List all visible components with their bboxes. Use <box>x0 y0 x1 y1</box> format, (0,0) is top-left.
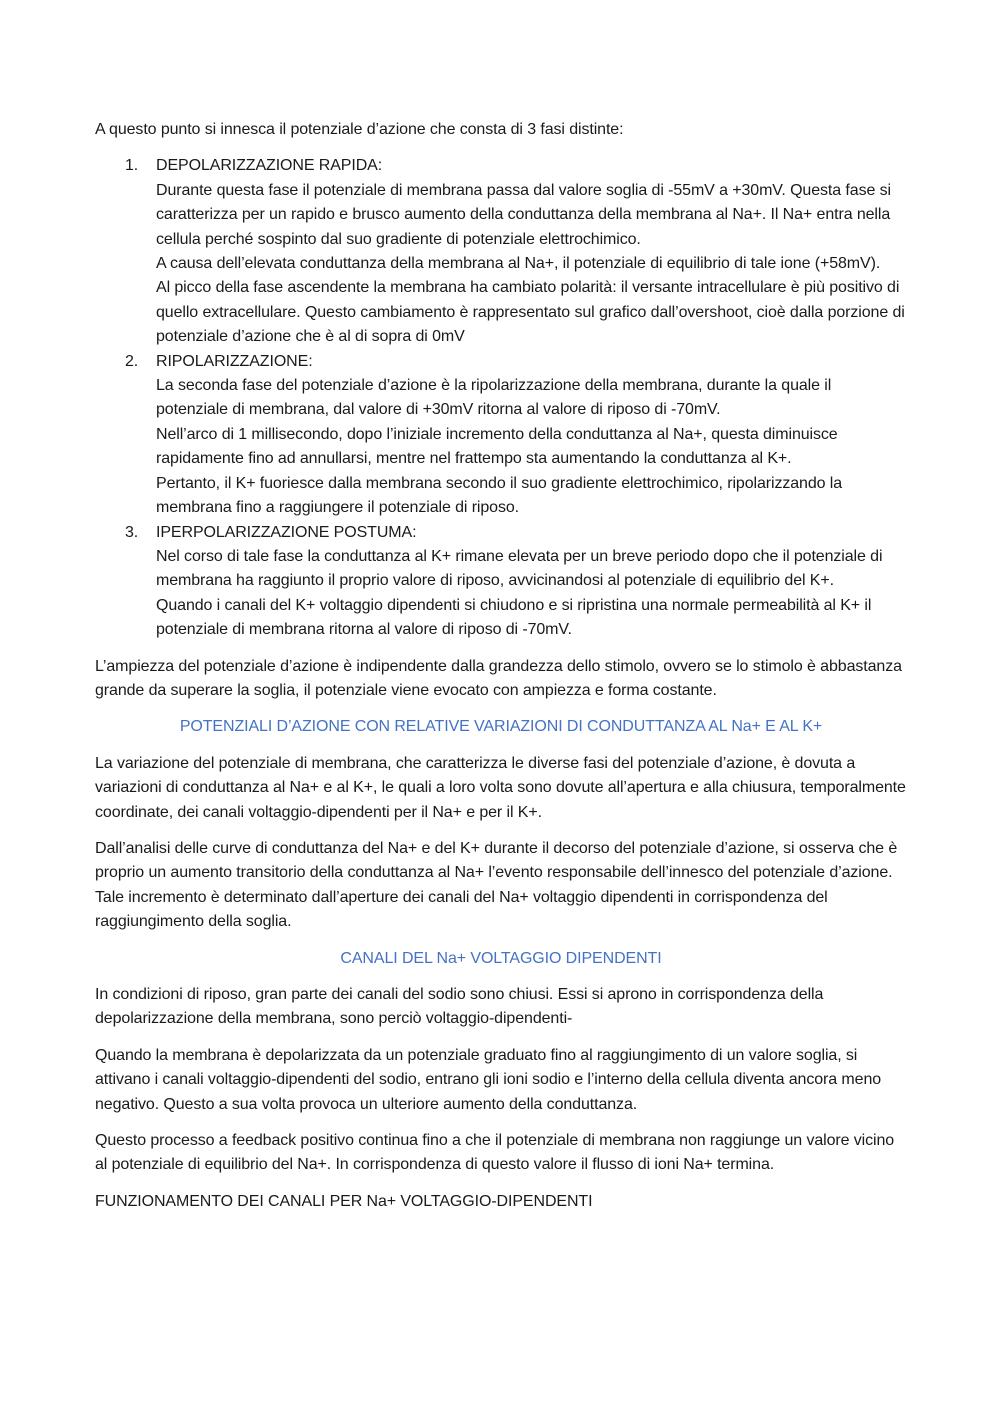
phase-title: RIPOLARIZZAZIONE: <box>156 352 313 370</box>
phase-title: DEPOLARIZZAZIONE RAPIDA: <box>156 157 383 175</box>
phase-text: Nel corso di tale fase la conduttanza al K+ rimane elevata per un breve periodo dopo che il potenziale di membrana ha raggiunto il proprio valore di riposo, avvicinandosi al potenziale di equilibrio del K+. <box>156 547 883 590</box>
amplitude-paragraph: L’ampiezza del potenziale d’azione è indipendente dalla grandezza dello stimolo, ovvero se lo stimolo è abbastanza grande da superare la soglia, il potenziale viene evocato con ampiezza e forma costante. <box>95 657 902 699</box>
phase-item-depolarization <box>95 154 907 349</box>
list-number: 1. <box>125 157 139 175</box>
phase-text: A causa dell’elevata conduttanza della membrana al Na+, il potenziale di equilibrio di tale ione (+58mV). <box>156 255 881 273</box>
phase-text: Nell’arco di 1 millisecondo, dopo l’iniziale incremento della conduttanza al Na+, questa diminuisce rapidamente fino ad annullarsi, mentre nel frattempo sta aumentando la conduttanza al K+. <box>156 425 838 468</box>
phase-title: IPERPOLARIZZAZIONE POSTUMA: <box>156 523 417 541</box>
phase-text: Pertanto, il K+ fuoriesce dalla membrana secondo il suo gradiente elettrochimico, ripolarizzando la membrana fino a raggiungere il potenziale di riposo. <box>156 474 843 517</box>
phase-list <box>95 154 907 642</box>
channels-paragraph: In condizioni di riposo, gran parte dei canali del sodio sono chiusi. Essi si aprono in corrispondenza della depolarizzazione della membrana, sono perciò voltaggio-dipendenti- <box>95 986 824 1028</box>
conductance-paragraph: Dall’analisi delle curve di conduttanza del Na+ e del K+ durante il decorso del potenziale d’azione, si osserva che è proprio un aumento transitorio della conduttanza al Na+ l’evento responsabile dell’innesco del potenziale d’azione. Tale incremento è determinato dall’aperture dei canali del Na+ voltaggio dipendenti in corrispondenza del raggiungimento della soglia. <box>95 839 898 931</box>
phase-text: Al picco della fase ascendente la membrana ha cambiato polarità: il versante intracellulare è più positivo di quello extracellulare. Questo cambiamento è rappresentato sul grafico dall’overshoot, cioè dalla porzione di potenziale d’azione che è al di sopra di 0mV <box>156 279 905 346</box>
phase-text: La seconda fase del potenziale d’azione è la ripolarizzazione della membrana, durante la quale il potenziale di membrana, dal valore di +30mV ritorna al valore di riposo di -70mV. <box>156 377 832 419</box>
list-number: 2. <box>125 352 139 370</box>
intro-paragraph: A questo punto si innesca il potenziale d’azione che consta di 3 fasi distinte: <box>95 121 624 138</box>
phase-item-repolarization <box>95 350 907 521</box>
list-number: 3. <box>125 523 139 541</box>
phase-text: Durante questa fase il potenziale di membrana passa dal valore soglia di -55mV a +30mV. Questa fase si caratterizza per un rapido e brusco aumento della conduttanza della membrana al Na+. Il Na+ entra nella cellula perché sospinto dal suo gradiente di potenziale elettrochimico. <box>156 181 891 248</box>
final-section-title: FUNZIONAMENTO DEI CANALI PER Na+ VOLTAGGIO-DIPENDENTI <box>95 1192 593 1210</box>
conductance-paragraph: La variazione del potenziale di membrana, che caratterizza le diverse fasi del potenziale d’azione, è dovuta a variazioni di conduttanza al Na+ e al K+, le quali a loro volta sono dovute all’apertura e alla chiusura, temporalmente coordinate, dei canali voltaggio-dipendenti per il Na+ e per il K+. <box>95 754 906 821</box>
section-heading-sodium-channels: CANALI DEL Na+ VOLTAGGIO DIPENDENTI <box>340 949 662 967</box>
phase-text: Quando i canali del K+ voltaggio dipendenti si chiudono e si ripristina una normale permeabilità al K+ il potenziale di membrana ritorna al valore di riposo di -70mV. <box>156 596 872 639</box>
phase-item-hyperpolarization <box>95 521 907 643</box>
channels-paragraph: Questo processo a feedback positivo continua fino a che il potenziale di membrana non raggiunge un valore vicino al potenziale di equilibrio del Na+. In corrispondenza di questo valore il flusso di ioni Na+ termina. <box>95 1132 895 1174</box>
channels-paragraph: Quando la membrana è depolarizzata da un potenziale graduato fino al raggiungimento di un valore soglia, si attivano i canali voltaggio-dipendenti del sodio, entrano gli ioni sodio e l’interno della cellula diventa ancora meno negativo. Questo a sua volta provoca un ulteriore aumento della conduttanza. <box>95 1046 882 1113</box>
section-heading-conductance: POTENZIALI D’AZIONE CON RELATIVE VARIAZIONI DI CONDUTTANZA AL Na+ E AL K+ <box>179 718 823 736</box>
document-page <box>95 118 907 1214</box>
